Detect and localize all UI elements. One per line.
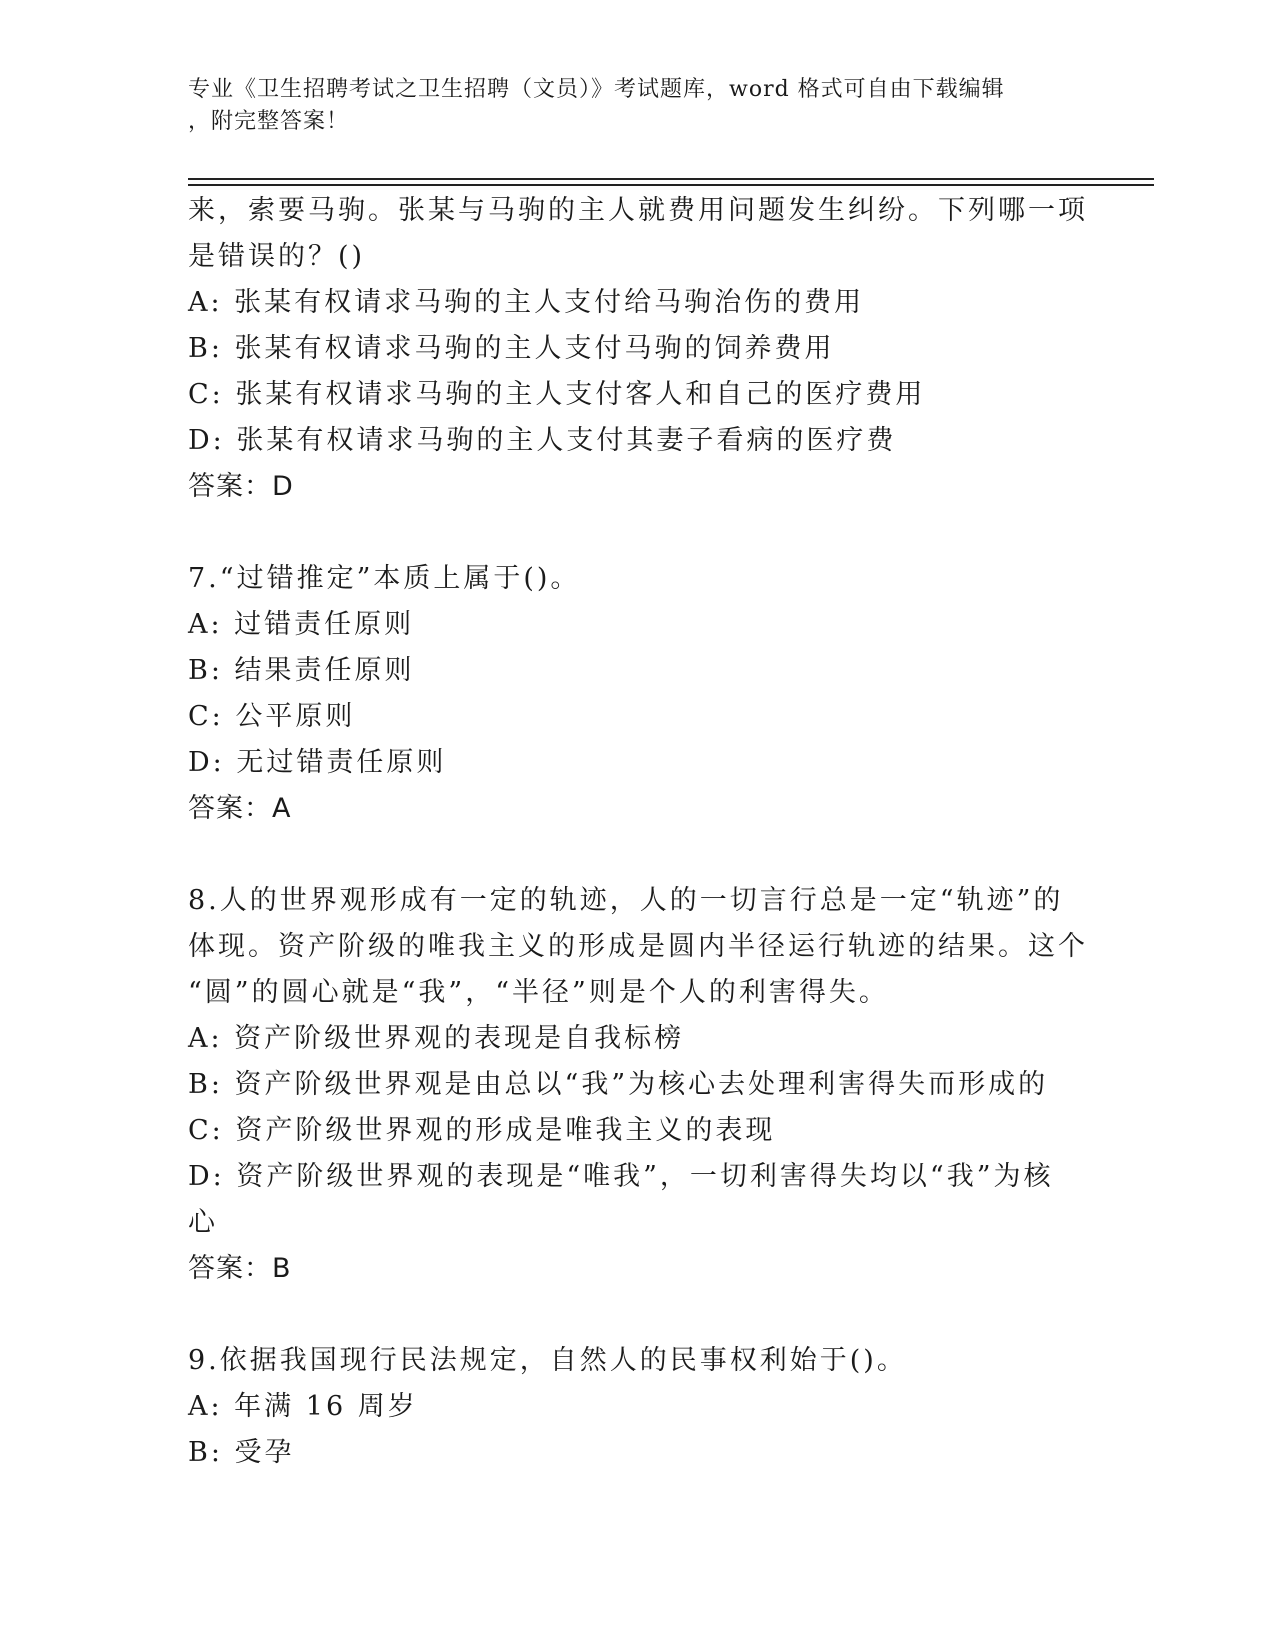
option-d-continued: 心 bbox=[188, 1207, 218, 1238]
option-b: B: 资产阶级世界观是由总以“我”为核心去处理利害得失而形成的 bbox=[188, 1069, 1049, 1100]
document-header bbox=[188, 74, 1068, 138]
question-stem: 体现。资产阶级的唯我主义的形成是圆内半径运行轨迹的结果。这个 bbox=[188, 931, 1088, 962]
spacer bbox=[188, 1292, 1088, 1338]
option-d: D: 无过错责任原则 bbox=[188, 747, 447, 778]
question-6 bbox=[188, 188, 1088, 510]
spacer bbox=[188, 510, 1088, 556]
header-divider-bottom bbox=[188, 184, 1154, 186]
question-stem: 来，索要马驹。张某与马驹的主人就费用问题发生纠纷。下列哪一项 bbox=[188, 195, 1088, 226]
question-stem: 9.依据我国现行民法规定，自然人的民事权利始于()。 bbox=[188, 1345, 907, 1376]
option-c: C: 张某有权请求马驹的主人支付客人和自己的医疗费用 bbox=[188, 379, 926, 410]
header-line-1: 专业《卫生招聘考试之卫生招聘（文员）》考试题库，word 格式可自由下载编辑 bbox=[188, 77, 1005, 102]
option-c: C: 资产阶级世界观的形成是唯我主义的表现 bbox=[188, 1115, 776, 1146]
answer-line: 答案：A bbox=[188, 793, 292, 824]
question-stem: 是错误的？() bbox=[188, 241, 366, 272]
option-a: A: 年满 16 周岁 bbox=[188, 1391, 418, 1422]
header-line-2: ，附完整答案！ bbox=[188, 109, 350, 134]
option-d: D: 资产阶级世界观的表现是“唯我”，一切利害得失均以“我”为核 bbox=[188, 1161, 1054, 1192]
answer-line: 答案：D bbox=[188, 471, 294, 502]
question-stem: “圆”的圆心就是“我”，“半径”则是个人的利害得失。 bbox=[188, 977, 889, 1008]
option-c: C: 公平原则 bbox=[188, 701, 356, 732]
option-a: A: 张某有权请求马驹的主人支付给马驹治伤的费用 bbox=[188, 287, 865, 318]
document-body bbox=[188, 188, 1088, 1476]
header-divider-top bbox=[188, 178, 1154, 180]
question-8 bbox=[188, 878, 1088, 1292]
question-9 bbox=[188, 1338, 1088, 1476]
question-stem: 7.“过错推定”本质上属于()。 bbox=[188, 563, 581, 594]
option-b: B: 结果责任原则 bbox=[188, 655, 415, 686]
question-stem: 8.人的世界观形成有一定的轨迹，人的一切言行总是一定“轨迹”的 bbox=[188, 885, 1064, 916]
spacer bbox=[188, 832, 1088, 878]
option-b: B: 张某有权请求马驹的主人支付马驹的饲养费用 bbox=[188, 333, 835, 364]
option-d: D: 张某有权请求马驹的主人支付其妻子看病的医疗费 bbox=[188, 425, 897, 456]
option-a: A: 过错责任原则 bbox=[188, 609, 415, 640]
option-a: A: 资产阶级世界观的表现是自我标榜 bbox=[188, 1023, 685, 1054]
option-b: B: 受孕 bbox=[188, 1437, 295, 1468]
question-7 bbox=[188, 556, 1088, 832]
answer-line: 答案：B bbox=[188, 1253, 292, 1284]
